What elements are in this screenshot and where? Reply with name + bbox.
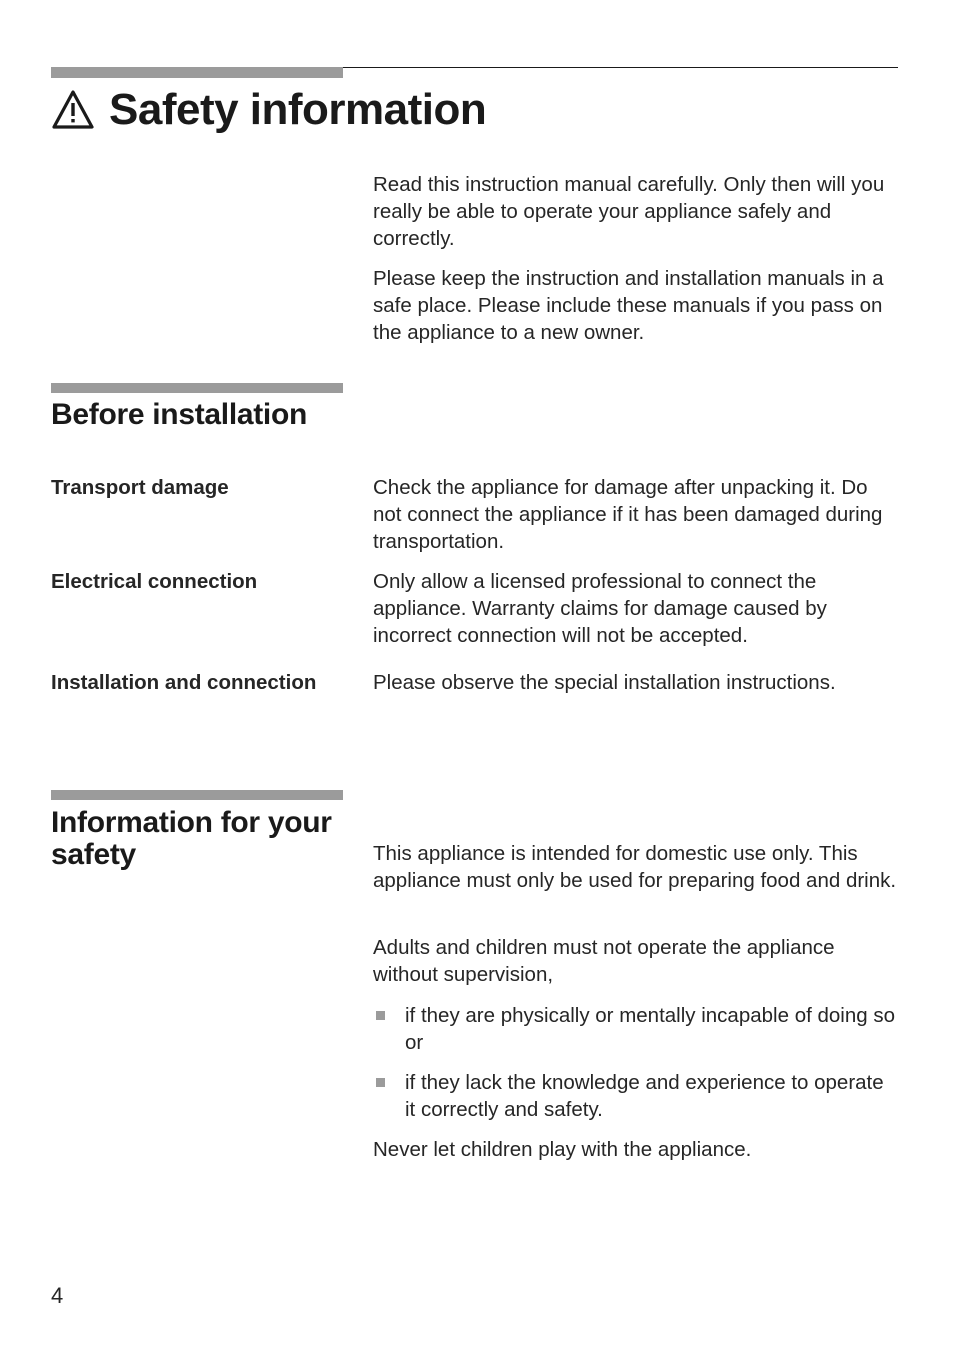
safety-paragraph-2: Adults and children must not operate the appliance without supervision, <box>373 936 835 987</box>
safety-bullet-1: if they are physically or mentally incapable of doing so or <box>405 1004 895 1055</box>
section-bar-before-installation <box>51 383 343 393</box>
page-number: 4 <box>51 1283 64 1308</box>
text-electrical-connection: Only allow a licensed professional to connect the appliance. Warranty claims for damage caused by incorrect connection will not be accepted. <box>373 570 827 648</box>
heading-before-installation: Before installation <box>51 398 308 431</box>
intro-paragraph-1: Read this instruction manual carefully. Only then will you really be able to operate your appliance safely and correctly. <box>373 173 885 251</box>
text-transport-damage: Check the appliance for damage after unpacking it. Do not connect the appliance if it has been damaged during transportation. <box>373 476 883 554</box>
warning-triangle-icon <box>51 88 95 132</box>
bullet-marker <box>376 1078 385 1087</box>
safety-paragraph-1: This appliance is intended for domestic use only. This appliance must only be used for preparing food and drink. <box>373 842 897 893</box>
heading-safety-line-2: safety <box>51 838 136 871</box>
label-electrical-connection: Electrical connection <box>51 570 258 593</box>
page-title-text: Safety information <box>109 85 487 134</box>
heading-safety <box>51 807 351 871</box>
section-bar-safety <box>51 790 343 800</box>
label-installation-connection: Installation and connection <box>51 671 317 694</box>
heading-safety-line-1: Information for your <box>51 806 332 839</box>
section-bar-top <box>51 67 343 78</box>
safety-paragraph-3: Never let children play with the appliance. <box>373 1138 752 1161</box>
header-rule <box>343 67 898 68</box>
label-transport-damage: Transport damage <box>51 476 229 499</box>
page-title <box>51 85 487 134</box>
safety-bullet-2: if they lack the knowledge and experience to operate it correctly and safety. <box>405 1071 884 1122</box>
text-installation-connection: Please observe the special installation instructions. <box>373 671 836 694</box>
intro-paragraph-2: Please keep the instruction and installation manuals in a safe place. Please include these manuals if you pass on the appliance to a new owner. <box>373 267 884 345</box>
bullet-marker <box>376 1011 385 1020</box>
